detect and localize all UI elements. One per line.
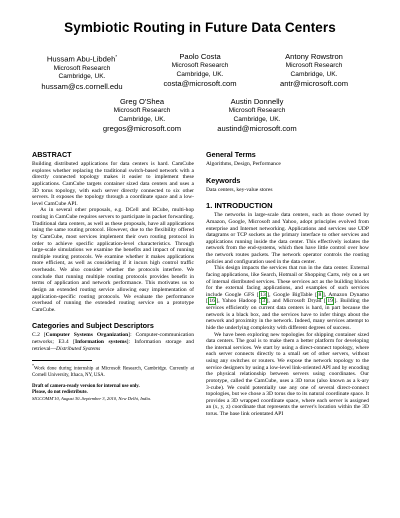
author-affiliation: Microsoft Research [53, 64, 111, 72]
footnote-rule [32, 360, 92, 361]
draft-notice-line-2: Please, do not redistribute. [32, 389, 88, 395]
intro-paragraph-3: We have been exploring new topologies for shipping container sized data centers. The goal is to make them a better platform for developing the internal services. We start by using a direct-connect topology, where each server connects directly to a small set of other servers, without using any switches or routers. We expose the network topology to the service designers by using a low-level link-oriented API and by encoding the physical relationship between servers using coordinates. Our prototype, called the CamCube, uses a 3D torus (also known as a k-ary 3-cube). We could potentially use any one of several direct-connect topologies, but we chose a 3D torus due to its natural coordinate space. It provides a 3D wrapped coordinate space, where each server is assigned an (x, y, z) coordinate that represents the server's location within the 3D torus. The base link orientated API [206, 331, 369, 417]
author-block-1 [30, 52, 134, 91]
author-name: Antony Rowstron [285, 52, 343, 61]
author-affiliation: Microsoft Research [285, 62, 343, 69]
footnote: *Work done during internship at Microsoft Research, Cambridge. Currently at Cornell University, Ithaca, NY, USA. [32, 363, 194, 378]
abstract-heading: ABSTRACT [32, 150, 72, 159]
author-city: Cambridge, UK. [233, 115, 281, 123]
citation-link[interactable]: 13 [260, 291, 266, 298]
abstract-paragraph-1: Building distributed applications for data centers is hard. CamCube explores whether replacing the traditional switch-based network with a directly connected topology makes it easier to implement these applications. CamCube targets container sized data centers and uses a 3D torus topology, with each server directly connected to six other servers. It exposes the topology through a coordinate space and a low-level CamCube API. [32, 161, 194, 207]
author-block-4 [90, 97, 194, 133]
category-name: Computer Systems Organization [45, 332, 129, 339]
author-block-5 [205, 97, 309, 133]
venue-line: SIGCOMM'10, August 30–September 3, 2010, New Delhi, India. [32, 395, 152, 401]
intro-paragraph-2: This design impacts the services that run in the data center. External facing applications, like Search, Hotmail or Shopping Carts, rely on a set of internal distributed services. These services act as the building blocks for the external facing applications, and examples of such services include Google GFS [ 13 ], Google BigTable [ 8 ], Amazon Dynamo [ 16 ], Yahoo Hadoop [ 3 ], and Microsoft Dryad [ 19 ]. Building the services efficiently on current data centers is hard, in part because the network is a black box, and the services have to infer things about the network and proximity in the network. Indeed, many services attempt to hide the underlying complexity with different degrees of success. [206, 265, 370, 331]
author-block-2 [148, 52, 252, 88]
citation-link[interactable]: 3 [262, 298, 266, 305]
author-block-3 [262, 52, 366, 88]
abstract-paragraph-2: As in several other proposals, e.g. DCell and BCube, multi-hop routing in CamCube requires servers to participate in packet forwarding. Traditional data centers, as well as these proposals, have all applications using the same routing protocol. However, due to the flexibility offered by CamCube, most services implement their own routing protocol in order to achieve specific application-level characteristics. Through large-scale simulations we examine the benefits and impact of running multiple routing protocols. We examine whether it makes applications more efficient, as well as considering if it incurs high control traffic overheads. We also consider whether the protocols interfere. We conclude that running multiple routing protocols provides benefit in terms of application and network performance. This motivates us to design an extended routing service allowing easy implementation of application-specific routing protocols. We evaluate the performance overhead of running the extended routing service on a prototype CamCube. [32, 207, 194, 313]
citation-link[interactable]: 16 [209, 298, 215, 305]
author-email: hussam@cs.cornell.edu [41, 81, 123, 91]
author-affiliation: Microsoft Research [113, 107, 171, 114]
author-city: Cambridge, UK. [58, 73, 106, 81]
introduction-heading: 1. INTRODUCTION [206, 201, 273, 211]
footnote-mark: * [32, 363, 35, 369]
author-email: costa@microsoft.com [163, 79, 237, 89]
general-terms-heading: General Terms [206, 150, 256, 159]
intro-paragraph-1: The networks in large-scale data centers, such as those owned by Amazon, Google, Microsoft and Yahoo, adopt principles evolved from enterprise and Internet networking. Applications and services use UDP datagrams or TCP sockets as the primary interface to other services and applications running inside the data center. This effectively isolates the network from the end-systems, which then have little control over how the network routes packets. The network operator controls the routing policies and configuration used in the data center. [206, 212, 369, 265]
category-name: Information systems [75, 339, 127, 345]
author-city: Cambridge, UK. [290, 70, 338, 78]
author-name: Greg O'Shea [119, 97, 165, 106]
author-affiliation: Microsoft Research [171, 62, 229, 69]
keywords-text: Data centers, key-value stores [206, 186, 273, 193]
paper-title: Symbiotic Routing in Future Data Centers [64, 20, 336, 35]
categories-heading: Categories and Subject Descriptors [32, 321, 154, 331]
author-name: Austin Donnelly [230, 97, 284, 106]
category-subject: Distributed Systems [56, 345, 101, 352]
author-affiliation: Microsoft Research [228, 107, 286, 114]
author-name: Paolo Costa [179, 52, 221, 61]
right-column [206, 150, 369, 418]
author-email: antr@microsoft.com [279, 79, 349, 89]
left-column [32, 150, 194, 401]
citation-link[interactable]: 19 [327, 298, 333, 305]
citation-link[interactable]: 8 [318, 291, 322, 298]
author-name: Hussam Abu-Libdeh* [46, 54, 118, 64]
draft-notice-line-1: Draft of camera-ready version for internal use only. [32, 383, 140, 389]
categories-text: C.2 [Computer Systems Organization]: Computer-communication networks; E3.4 [Information systems]: Information storage and retrieval—Distributed Systems [32, 332, 195, 352]
author-footnote-mark: * [115, 54, 118, 59]
author-city: Cambridge, UK. [118, 115, 166, 123]
author-email: austind@microsoft.com [217, 124, 297, 134]
author-email: gregos@microsoft.com [102, 124, 182, 134]
keywords-heading: Keywords [206, 175, 241, 185]
author-city: Cambridge, UK. [176, 70, 224, 78]
general-terms-text: Algorithms, Design, Performance [206, 161, 281, 167]
